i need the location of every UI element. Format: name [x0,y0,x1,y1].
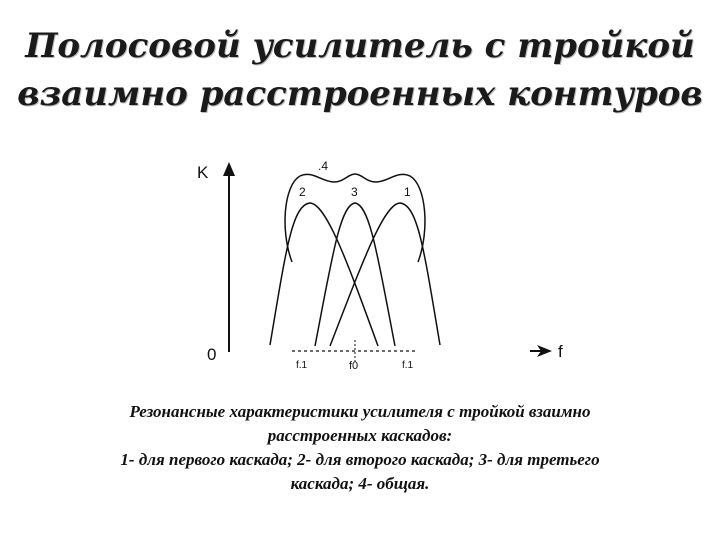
freq-label-right: f.1 [402,360,414,371]
caption-line-4: каскада; 4- общая. [290,474,430,493]
freq-label-left: f.1 [296,360,308,371]
caption-line-3: 1- для первого каскада; 2- для второго каскада; 3- для третьего [120,450,600,469]
caption-line-2: расстроенных каскадов: [267,426,453,445]
title-line-2: взаимно расстроенных контуров [17,74,703,114]
curve-2 [270,203,378,346]
curve-3-label: 3 [351,185,358,199]
x-axis-arrow [530,345,552,357]
curve-1 [330,203,440,346]
y-axis-arrow [223,162,235,176]
origin-label: 0 [207,345,217,364]
curve-3 [315,203,395,346]
curve-4-label: .4 [318,159,329,173]
y-axis-label: K [197,163,209,182]
curve-2-label: 2 [299,185,306,199]
freq-label-center: f0 [349,360,359,372]
figure-caption [0,400,720,496]
curve-1-label: 1 [404,185,411,199]
title-line-1: Полосовой усилитель с тройкой [25,26,695,66]
caption-line-1: Резонансные характеристики усилителя с тройкой взаимно [129,402,591,421]
x-axis-label: f [558,342,563,361]
